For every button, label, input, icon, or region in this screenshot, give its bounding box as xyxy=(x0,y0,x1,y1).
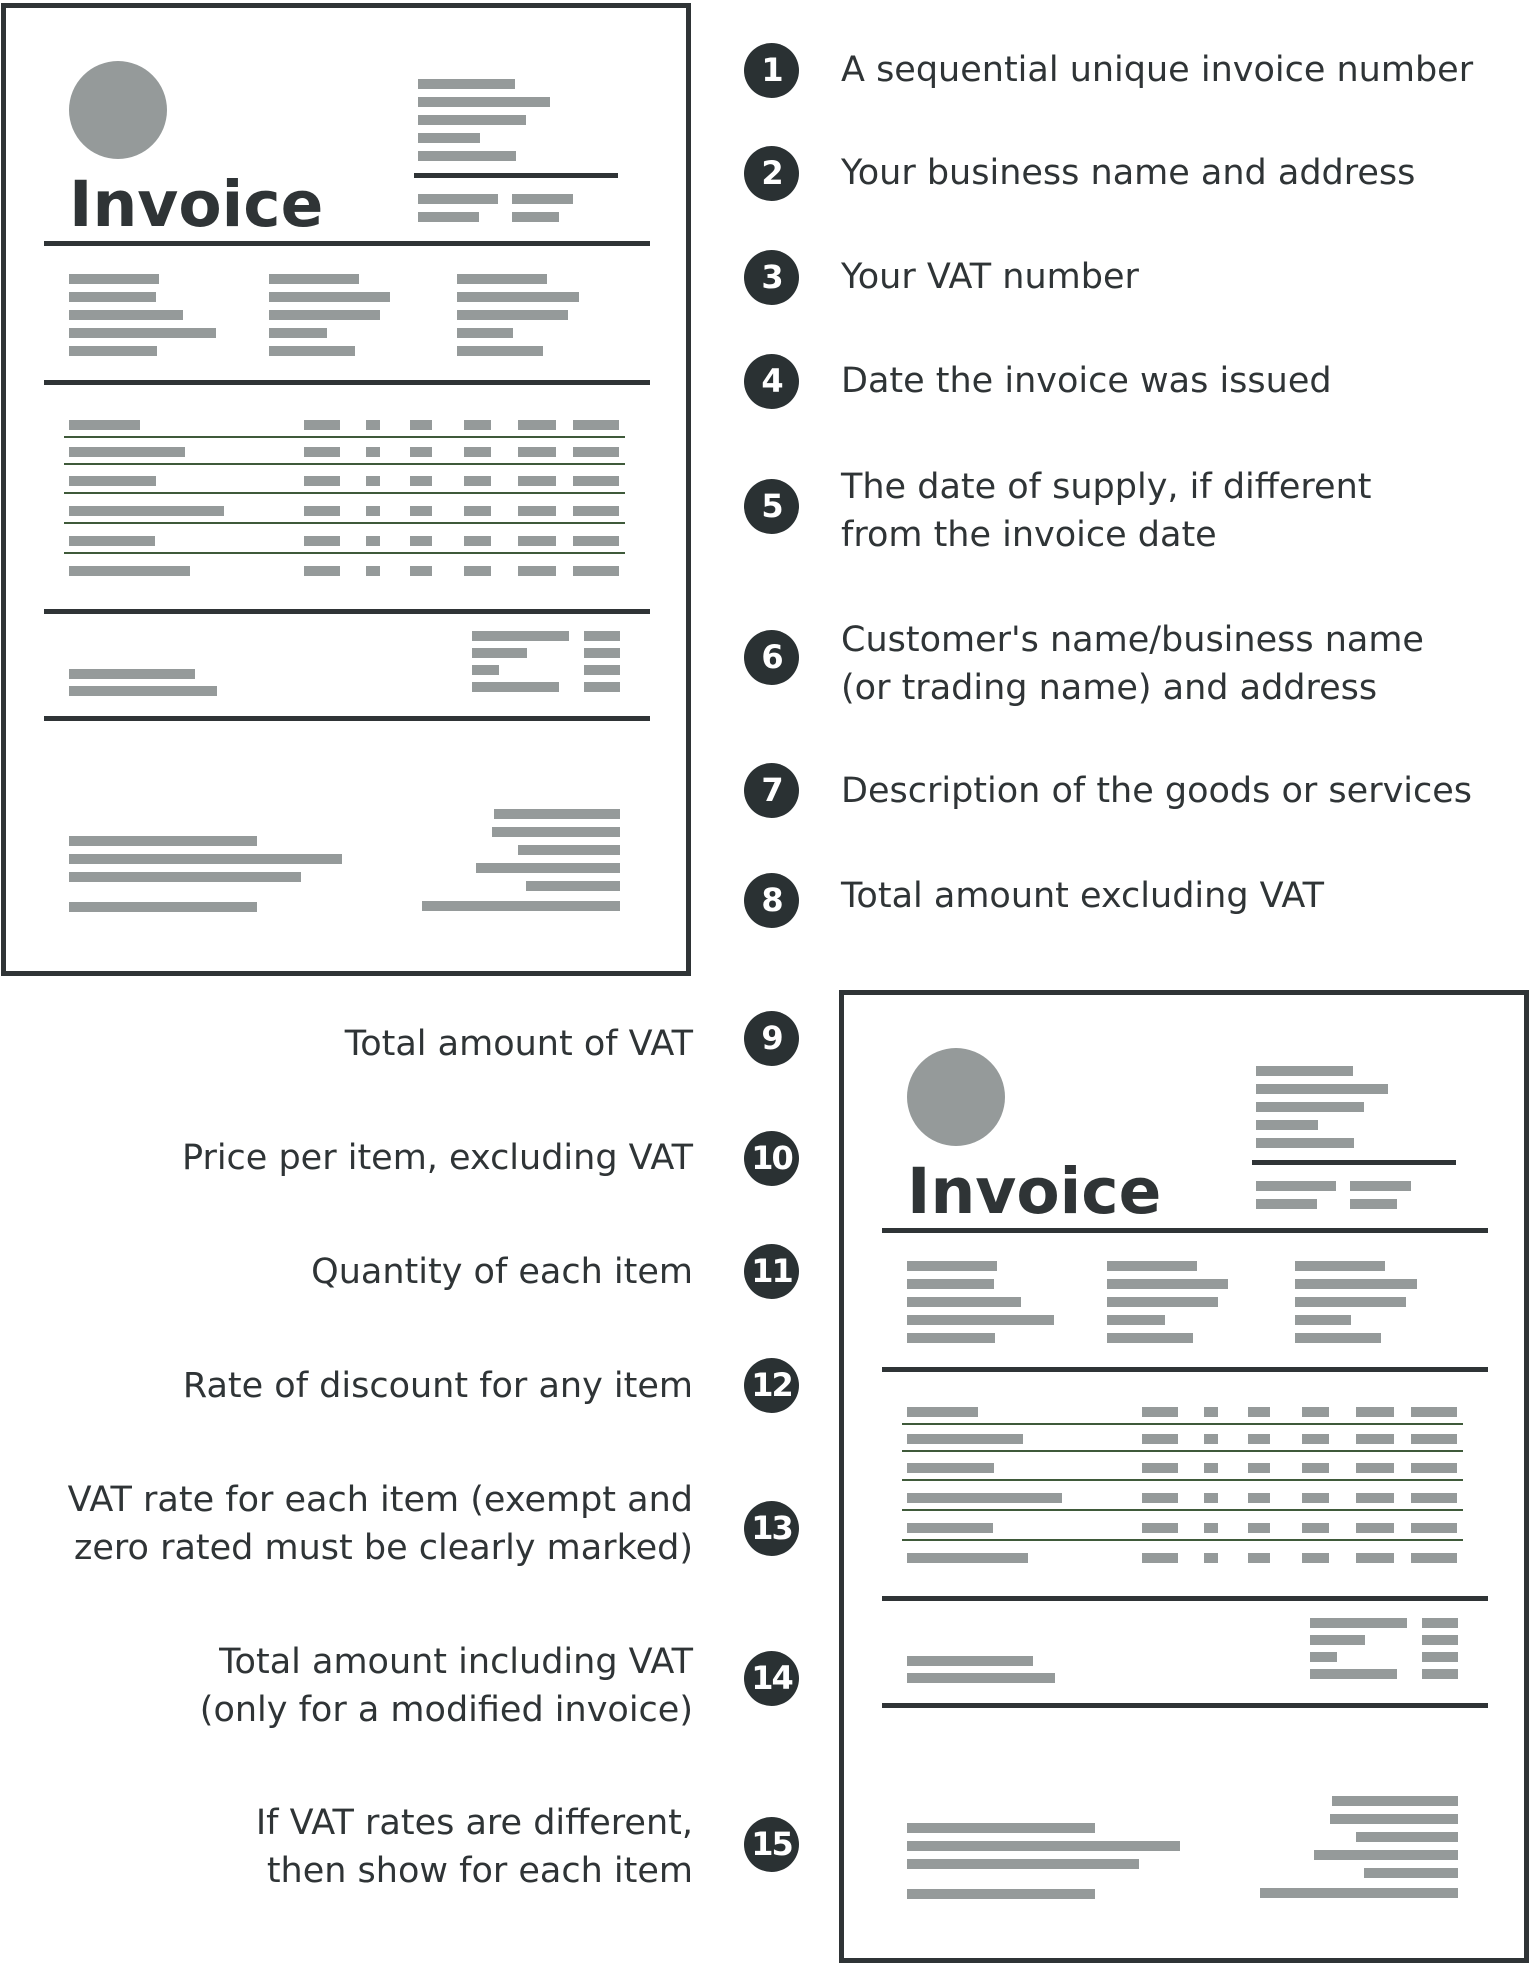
callout-label: Rate of discount for any item xyxy=(182,1366,693,1406)
placeholder-bar xyxy=(584,631,620,641)
placeholder-bar xyxy=(526,881,620,891)
placeholder-bar xyxy=(1256,1102,1364,1112)
placeholder-bar xyxy=(464,506,491,516)
placeholder-bar xyxy=(1295,1297,1406,1307)
table-row-rule xyxy=(902,1450,1463,1452)
placeholder-bar xyxy=(366,536,380,546)
placeholder-bar xyxy=(418,133,480,143)
placeholder-bar xyxy=(464,566,491,576)
placeholder-bar xyxy=(1256,1120,1318,1130)
placeholder-bar xyxy=(1364,1868,1458,1878)
number-badge: 3 xyxy=(744,250,799,305)
placeholder-bar xyxy=(422,901,620,911)
placeholder-bar xyxy=(1204,1434,1218,1444)
placeholder-bar xyxy=(907,1261,997,1271)
placeholder-bar xyxy=(1248,1523,1270,1533)
section-divider xyxy=(44,380,650,385)
placeholder-bar xyxy=(464,420,491,430)
placeholder-bar xyxy=(304,420,340,430)
placeholder-bar xyxy=(907,1493,1062,1503)
placeholder-bar xyxy=(418,194,498,204)
placeholder-bar xyxy=(1422,1652,1458,1662)
placeholder-bar xyxy=(1411,1553,1457,1563)
table-row-rule xyxy=(64,463,625,465)
placeholder-bar xyxy=(907,1333,995,1343)
invoice-sketch xyxy=(6,8,686,971)
placeholder-bar xyxy=(69,536,155,546)
table-row-rule xyxy=(64,552,625,554)
placeholder-bar xyxy=(304,566,340,576)
placeholder-bar xyxy=(518,447,556,457)
placeholder-bar xyxy=(1107,1333,1193,1343)
placeholder-bar xyxy=(907,1463,994,1473)
number-badge: 2 xyxy=(744,146,799,201)
placeholder-bar xyxy=(1356,1463,1394,1473)
placeholder-bar xyxy=(1356,1553,1394,1563)
placeholder-bar xyxy=(518,566,556,576)
placeholder-bar xyxy=(1295,1261,1385,1271)
placeholder-bar xyxy=(1422,1669,1458,1679)
placeholder-bar xyxy=(492,827,620,837)
placeholder-bar xyxy=(584,682,620,692)
number-badge: 9 xyxy=(744,1011,799,1066)
placeholder-bar xyxy=(512,212,559,222)
placeholder-bar xyxy=(410,506,432,516)
placeholder-bar xyxy=(1356,1434,1394,1444)
number-badge: 13 xyxy=(744,1501,799,1556)
placeholder-bar xyxy=(464,447,491,457)
logo-placeholder xyxy=(907,1048,1005,1146)
placeholder-bar xyxy=(1142,1434,1178,1444)
placeholder-bar xyxy=(907,1279,994,1289)
placeholder-bar xyxy=(1256,1138,1354,1148)
placeholder-bar xyxy=(269,310,380,320)
placeholder-bar xyxy=(907,1823,1095,1833)
placeholder-bar xyxy=(1302,1493,1329,1503)
placeholder-bar xyxy=(457,328,513,338)
placeholder-bar xyxy=(1256,1084,1388,1094)
placeholder-bar xyxy=(1256,1181,1336,1191)
header-rule xyxy=(414,173,618,178)
placeholder-bar xyxy=(584,665,620,675)
table-row-rule xyxy=(64,436,625,438)
placeholder-bar xyxy=(1204,1553,1218,1563)
placeholder-bar xyxy=(1302,1553,1329,1563)
placeholder-bar xyxy=(418,97,550,107)
callout-label: Total amount excluding VAT xyxy=(841,876,1324,916)
placeholder-bar xyxy=(410,447,432,457)
placeholder-bar xyxy=(69,669,195,679)
placeholder-bar xyxy=(1302,1463,1329,1473)
placeholder-bar xyxy=(69,902,257,912)
placeholder-bar xyxy=(1248,1463,1270,1473)
number-badge: 7 xyxy=(744,763,799,818)
placeholder-bar xyxy=(457,274,547,284)
placeholder-bar xyxy=(410,536,432,546)
placeholder-bar xyxy=(518,506,556,516)
placeholder-bar xyxy=(1310,1635,1365,1645)
number-badge: 14 xyxy=(744,1651,799,1706)
placeholder-bar xyxy=(69,566,190,576)
placeholder-bar xyxy=(366,506,380,516)
callout-label: Your VAT number xyxy=(841,257,1139,297)
placeholder-bar xyxy=(1142,1407,1178,1417)
invoice-illustration-bottom xyxy=(839,990,1529,1963)
callout-label: Total amount of VAT xyxy=(344,1024,693,1064)
placeholder-bar xyxy=(464,476,491,486)
placeholder-bar xyxy=(518,536,556,546)
placeholder-bar xyxy=(1107,1315,1165,1325)
placeholder-bar xyxy=(907,1656,1033,1666)
placeholder-bar xyxy=(472,631,569,641)
placeholder-bar xyxy=(1422,1635,1458,1645)
placeholder-bar xyxy=(1411,1493,1457,1503)
placeholder-bar xyxy=(1295,1279,1417,1289)
placeholder-bar xyxy=(1204,1407,1218,1417)
placeholder-bar xyxy=(573,506,619,516)
placeholder-bar xyxy=(304,476,340,486)
placeholder-bar xyxy=(573,566,619,576)
placeholder-bar xyxy=(269,328,327,338)
placeholder-bar xyxy=(573,447,619,457)
placeholder-bar xyxy=(1142,1553,1178,1563)
placeholder-bar xyxy=(476,863,620,873)
placeholder-bar xyxy=(410,566,432,576)
placeholder-bar xyxy=(1314,1850,1458,1860)
placeholder-bar xyxy=(366,476,380,486)
placeholder-bar xyxy=(573,476,619,486)
placeholder-bar xyxy=(366,447,380,457)
placeholder-bar xyxy=(69,686,217,696)
placeholder-bar xyxy=(573,536,619,546)
placeholder-bar xyxy=(69,310,183,320)
placeholder-bar xyxy=(1107,1297,1218,1307)
placeholder-bar xyxy=(907,1889,1095,1899)
callout-label: Date the invoice was issued xyxy=(841,361,1332,401)
placeholder-bar xyxy=(907,1841,1180,1851)
placeholder-bar xyxy=(1332,1796,1458,1806)
placeholder-bar xyxy=(410,420,432,430)
placeholder-bar xyxy=(1411,1434,1457,1444)
placeholder-bar xyxy=(907,1523,993,1533)
callout-label: Total amount including VAT (only for a modified invoice) xyxy=(199,1642,693,1730)
table-row-rule xyxy=(902,1539,1463,1541)
placeholder-bar xyxy=(1411,1523,1457,1533)
placeholder-bar xyxy=(69,836,257,846)
placeholder-bar xyxy=(1302,1434,1329,1444)
placeholder-bar xyxy=(418,151,516,161)
placeholder-bar xyxy=(69,447,185,457)
placeholder-bar xyxy=(304,506,340,516)
placeholder-bar xyxy=(1422,1618,1458,1628)
placeholder-bar xyxy=(457,346,543,356)
placeholder-bar xyxy=(269,292,390,302)
table-row-rule xyxy=(902,1509,1463,1511)
placeholder-bar xyxy=(1356,1407,1394,1417)
placeholder-bar xyxy=(418,212,479,222)
number-badge: 4 xyxy=(744,354,799,409)
section-divider xyxy=(882,1228,1488,1233)
placeholder-bar xyxy=(1107,1279,1228,1289)
number-badge: 15 xyxy=(744,1817,799,1872)
table-row-rule xyxy=(902,1479,1463,1481)
placeholder-bar xyxy=(1411,1407,1457,1417)
placeholder-bar xyxy=(907,1553,1028,1563)
table-row-rule xyxy=(64,492,625,494)
callout-label: Customer's name/business name (or trading name) and address xyxy=(841,620,1424,708)
placeholder-bar xyxy=(907,1315,1054,1325)
placeholder-bar xyxy=(472,682,559,692)
placeholder-bar xyxy=(1295,1333,1381,1343)
placeholder-bar xyxy=(1356,1832,1458,1842)
section-divider xyxy=(882,1596,1488,1601)
section-divider xyxy=(44,241,650,246)
table-row-rule xyxy=(902,1423,1463,1425)
invoice-title: Invoice xyxy=(69,168,324,241)
invoice-sketch xyxy=(844,995,1524,1958)
placeholder-bar xyxy=(1248,1553,1270,1563)
placeholder-bar xyxy=(1350,1181,1411,1191)
placeholder-bar xyxy=(69,292,156,302)
placeholder-bar xyxy=(1356,1493,1394,1503)
placeholder-bar xyxy=(464,536,491,546)
placeholder-bar xyxy=(69,274,159,284)
placeholder-bar xyxy=(418,115,526,125)
number-badge: 1 xyxy=(744,43,799,98)
placeholder-bar xyxy=(269,346,355,356)
callout-label: Description of the goods or services xyxy=(841,771,1473,811)
placeholder-bar xyxy=(907,1673,1055,1683)
section-divider xyxy=(882,1367,1488,1372)
callout-label: If VAT rates are different, then show for each item xyxy=(255,1803,693,1891)
placeholder-bar xyxy=(1142,1463,1178,1473)
placeholder-bar xyxy=(907,1297,1021,1307)
placeholder-bar xyxy=(1256,1199,1317,1209)
number-badge: 10 xyxy=(744,1131,799,1186)
placeholder-bar xyxy=(1330,1814,1458,1824)
callout-label: Price per item, excluding VAT xyxy=(181,1138,693,1178)
placeholder-bar xyxy=(418,79,515,89)
section-divider xyxy=(882,1703,1488,1708)
placeholder-bar xyxy=(69,346,157,356)
number-badge: 6 xyxy=(744,630,799,685)
placeholder-bar xyxy=(1302,1523,1329,1533)
placeholder-bar xyxy=(1350,1199,1397,1209)
section-divider xyxy=(44,609,650,614)
callout-label: Your business name and address xyxy=(841,153,1416,193)
callout-label: The date of supply, if different from the invoice date xyxy=(841,467,1372,555)
placeholder-bar xyxy=(1260,1888,1458,1898)
placeholder-bar xyxy=(1142,1493,1178,1503)
placeholder-bar xyxy=(1310,1669,1397,1679)
number-badge: 8 xyxy=(744,873,799,928)
placeholder-bar xyxy=(1107,1261,1197,1271)
logo-placeholder xyxy=(69,61,167,159)
placeholder-bar xyxy=(472,665,499,675)
placeholder-bar xyxy=(69,420,140,430)
placeholder-bar xyxy=(518,845,620,855)
placeholder-bar xyxy=(366,566,380,576)
placeholder-bar xyxy=(1356,1523,1394,1533)
invoice-title: Invoice xyxy=(907,1155,1162,1228)
callout-label: A sequential unique invoice number xyxy=(841,50,1474,90)
placeholder-bar xyxy=(573,420,619,430)
section-divider xyxy=(44,716,650,721)
number-badge: 11 xyxy=(744,1244,799,1299)
number-badge: 12 xyxy=(744,1358,799,1413)
table-row-rule xyxy=(64,522,625,524)
placeholder-bar xyxy=(494,809,620,819)
placeholder-bar xyxy=(512,194,573,204)
placeholder-bar xyxy=(69,854,342,864)
invoice-illustration-top xyxy=(1,3,691,976)
callout-label: Quantity of each item xyxy=(311,1252,693,1292)
placeholder-bar xyxy=(584,648,620,658)
placeholder-bar xyxy=(457,292,579,302)
placeholder-bar xyxy=(907,1407,978,1417)
placeholder-bar xyxy=(69,476,156,486)
number-badge: 5 xyxy=(744,479,799,534)
placeholder-bar xyxy=(1204,1523,1218,1533)
placeholder-bar xyxy=(304,536,340,546)
placeholder-bar xyxy=(472,648,527,658)
placeholder-bar xyxy=(1302,1407,1329,1417)
placeholder-bar xyxy=(1204,1493,1218,1503)
placeholder-bar xyxy=(304,447,340,457)
placeholder-bar xyxy=(1310,1652,1337,1662)
placeholder-bar xyxy=(1295,1315,1351,1325)
placeholder-bar xyxy=(69,328,216,338)
callout-label: VAT rate for each item (exempt and zero rated must be clearly marked) xyxy=(67,1480,693,1568)
placeholder-bar xyxy=(69,506,224,516)
placeholder-bar xyxy=(907,1859,1139,1869)
placeholder-bar xyxy=(366,420,380,430)
placeholder-bar xyxy=(69,872,301,882)
placeholder-bar xyxy=(1256,1066,1353,1076)
placeholder-bar xyxy=(1142,1523,1178,1533)
header-rule xyxy=(1252,1160,1456,1165)
placeholder-bar xyxy=(1248,1407,1270,1417)
placeholder-bar xyxy=(1310,1618,1407,1628)
placeholder-bar xyxy=(410,476,432,486)
placeholder-bar xyxy=(269,274,359,284)
placeholder-bar xyxy=(1248,1493,1270,1503)
placeholder-bar xyxy=(518,420,556,430)
placeholder-bar xyxy=(518,476,556,486)
placeholder-bar xyxy=(907,1434,1023,1444)
placeholder-bar xyxy=(457,310,568,320)
placeholder-bar xyxy=(1204,1463,1218,1473)
placeholder-bar xyxy=(1411,1463,1457,1473)
placeholder-bar xyxy=(1248,1434,1270,1444)
